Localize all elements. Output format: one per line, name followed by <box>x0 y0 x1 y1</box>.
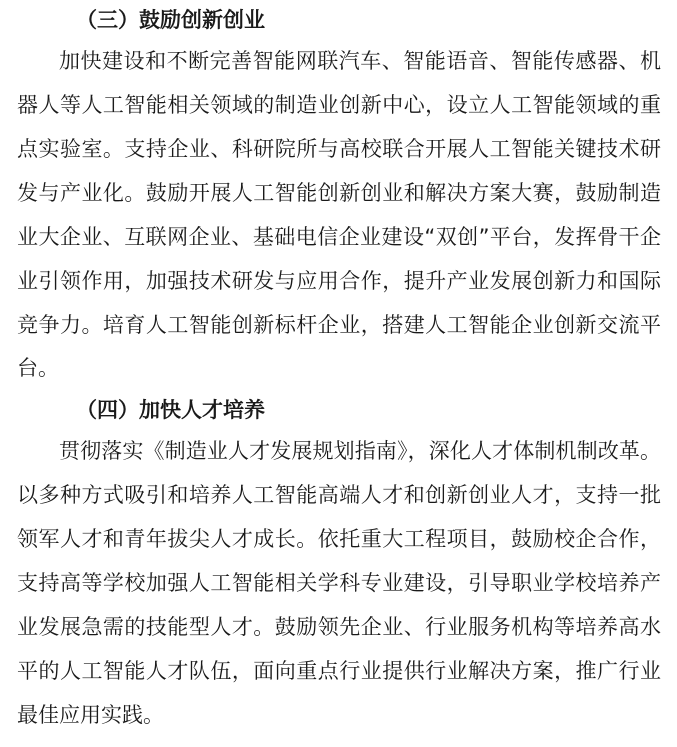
paragraph-line: 以多种方式吸引和培养人工智能高端人才和创新创业人才，支持一批 <box>17 483 661 507</box>
section-heading-talent-training: （四）加快人才培养 <box>76 398 265 422</box>
paragraph-line: 台。 <box>17 356 59 380</box>
paragraph-line: 最佳应用实践。 <box>17 703 164 727</box>
paragraph-line: 加快建设和不断完善智能网联汽车、智能语音、智能传感器、机 <box>59 49 661 73</box>
paragraph-line: 点实验室。支持企业、科研院所与高校联合开展人工智能关键技术研 <box>17 137 661 161</box>
section-heading-encourage-innovation: （三）鼓励创新创业 <box>76 8 265 32</box>
paragraph-line: 器人等人工智能相关领域的制造业创新中心，设立人工智能领域的重 <box>17 93 661 117</box>
paragraph-line: 支持高等学校加强人工智能相关学科专业建设，引导职业学校培养产 <box>17 571 661 595</box>
paragraph-line: 贯彻落实《制造业人才发展规划指南》，深化人才体制机制改革。 <box>59 439 661 463</box>
paragraph-line: 业引领作用，加强技术研发与应用合作，提升产业发展创新力和国际 <box>17 269 661 293</box>
paragraph-line: 发与产业化。鼓励开展人工智能创新创业和解决方案大赛，鼓励制造 <box>17 181 661 205</box>
paragraph-line: 领军人才和青年拔尖人才成长。依托重大工程项目，鼓励校企合作， <box>17 527 661 551</box>
paragraph-line: 业大企业、互联网企业、基础电信企业建设“双创”平台，发挥骨干企 <box>17 225 661 249</box>
paragraph-line: 平的人工智能人才队伍，面向重点行业提供行业解决方案，推广行业 <box>17 659 661 683</box>
paragraph-line: 业发展急需的技能型人才。鼓励领先企业、行业服务机构等培养高水 <box>17 615 661 639</box>
paragraph-line: 竞争力。培育人工智能创新标杆企业，搭建人工智能企业创新交流平 <box>17 313 661 337</box>
